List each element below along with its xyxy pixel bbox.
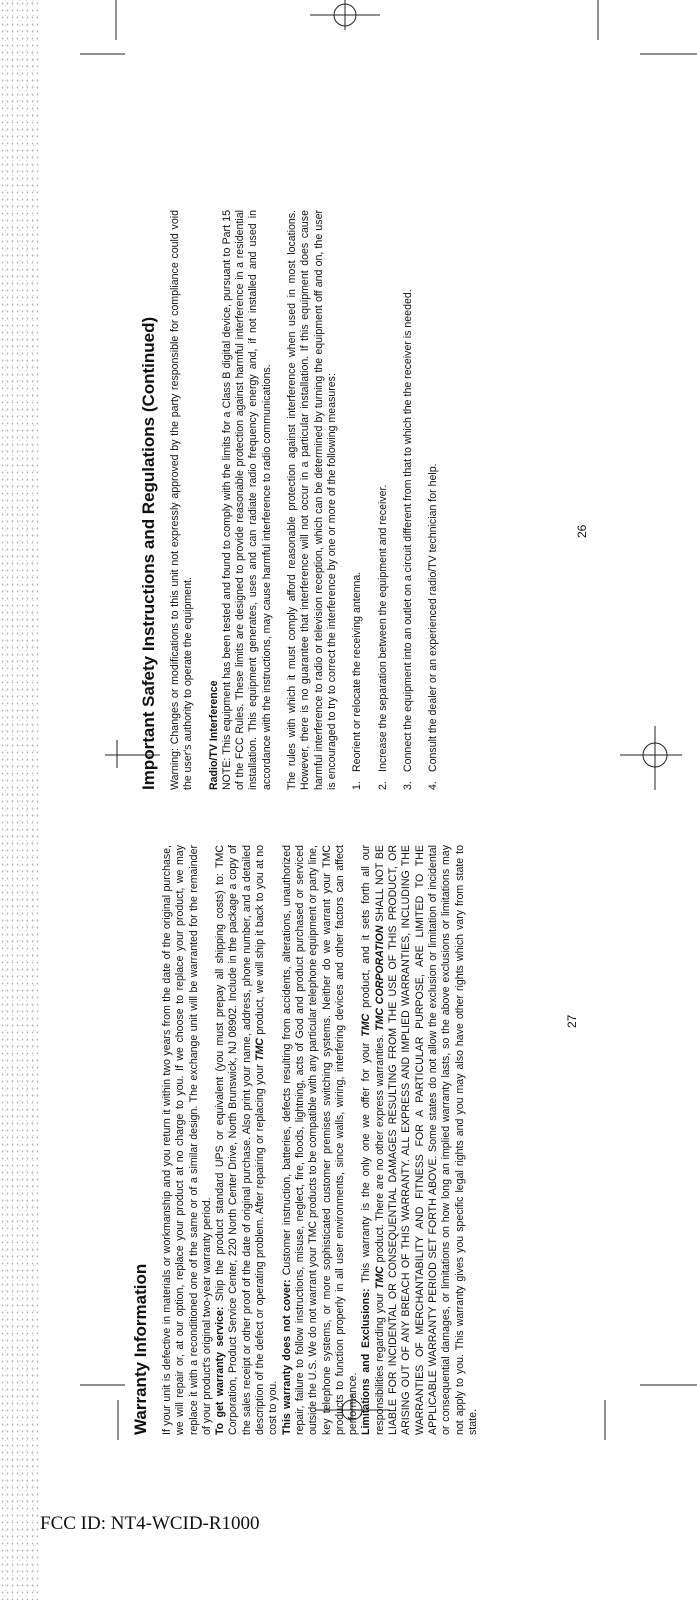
measures-list [351, 210, 440, 790]
warranty-limitations: Limitations and Exclusions: This warranty is the only one we offer for your TMC product, and it sets forth all our responsibilities regarding your TMC product. There are no other express warranties. TMC CORPORATION SHALL NOT BE LIABLE FOR INCIDENTAL OR CONSEQUENTIAL DAMAGES RESULTING FROM THE USE OF THIS PRODUCT, OR ARISING OUT OF ANY BREACH OF THIS WARRANTY. ALL EXPRESS AND IMPLIED WARRANTIES, INCLUDING THE WARRANTIES OF MERCHANTABILITY AND FITNESS FOR A PARTICULAR PURPOSE, ARE LIMITED TO THE APPLICABLE WARRANTY PERIOD SET FORTH ABOVE. Some states do not allow the exclusion or limitation of incidental or consequential damages, or limitations on how long an implied warranty lasts, so the above exclusions or limitations may not apply to you. This warranty gives you specific legal rights and you may also have other rights which vary from state to state. [360, 844, 479, 1435]
page-number-27: 27 [565, 1014, 579, 1028]
list-item: 3.Connect the equipment into an outlet on a circuit different from that to which the the receiver is needed. [401, 289, 414, 790]
page-number-26: 26 [575, 524, 589, 538]
warranty-not-cover: This warranty does not cover: Customer instruction, batteries, defects resulting from accidents, alterations, unauthorized repair, failure to follow instructions, misuse, neglect, fire, floods, lightning, acts of God and product purchased or serviced outside the U.S. We do not warrant your TMC products to be compatible with any particular telephone equipment or party line, key telephone systems, or more sophisticated customer premises switching systems. Neither do we warrant your TMC products to function properly in all user environments, since walls, wiring, interfering devices and other factors can affect performance. [280, 845, 360, 1435]
safety-column [138, 210, 452, 790]
warranty-column [130, 845, 480, 1435]
rules-text: The rules with which it must comply afford reasonable protection against interference when used in most locations. However, there is no guarantee that interference will not occur in a particular installation. If this equipment does cause harmful interference to radio or television reception, which can be determined by turning the equipment off and on, the user is encouraged to try to correct the interference by one or more of the following measures: [286, 210, 338, 790]
list-item: 4.Consult the dealer or an experienced radio/TV technician for help. [427, 463, 440, 790]
warranty-intro: If your unit is defective in materials or workmanship and you return it within two years from the date of the original purchase, we will repair or, at our option, replace your product at no charge to you. If we choose to replace your product, we may replace it with a reconditioned one of the same or of a similar design. The exchange unit will be warranted for the remainder of your product's original two-year warranty period. [161, 845, 213, 1435]
warranty-title: Warranty Information [131, 1263, 150, 1435]
warranty-service: To get warranty service: Ship the product standard UPS or equivalent (you must prepay all shipping costs) to: TMC Corporation, Product Service Center, 220 North Center Drive, North Brunswick, NJ 08902. Include in the package a copy of the sales receipt or other proof of the date of original purchase. Also print your name, address, phone number, and a detailed description of the defect or operating problem. After repairing or replacing your TMC product, we will ship it back to you at no cost to you. [214, 845, 280, 1435]
safety-title: Important Safety Instructions and Regulations (Continued) [139, 316, 158, 790]
list-item: 1.Reorient or relocate the receiving antenna. [351, 571, 364, 790]
radio-section [208, 210, 274, 790]
warning-text: Warning: Changes or modifications to this unit not expressly approved by the party responsible for compliance could void the user's authority to operate the equipment. [169, 210, 195, 790]
list-item: 2.Increase the separation between the equipment and receiver. [376, 484, 389, 790]
fcc-id-label: FCC ID: NT4-WCID-R1000 [40, 1513, 260, 1534]
radio-heading: Radio/TV Interference [207, 680, 220, 790]
fcc-note: NOTE: This equipment has been tested and found to comply with the limits for a Class B digital device, pursuant to Part 15 of the FCC Rules. These limits are designed to provide reasonable protection against harmful interference in a residential installation. This equipment generates, uses and can radiate radio frequency energy and, if not installed and used in accordance with the instructions, may cause harmful interference to radio communications. [220, 210, 273, 790]
